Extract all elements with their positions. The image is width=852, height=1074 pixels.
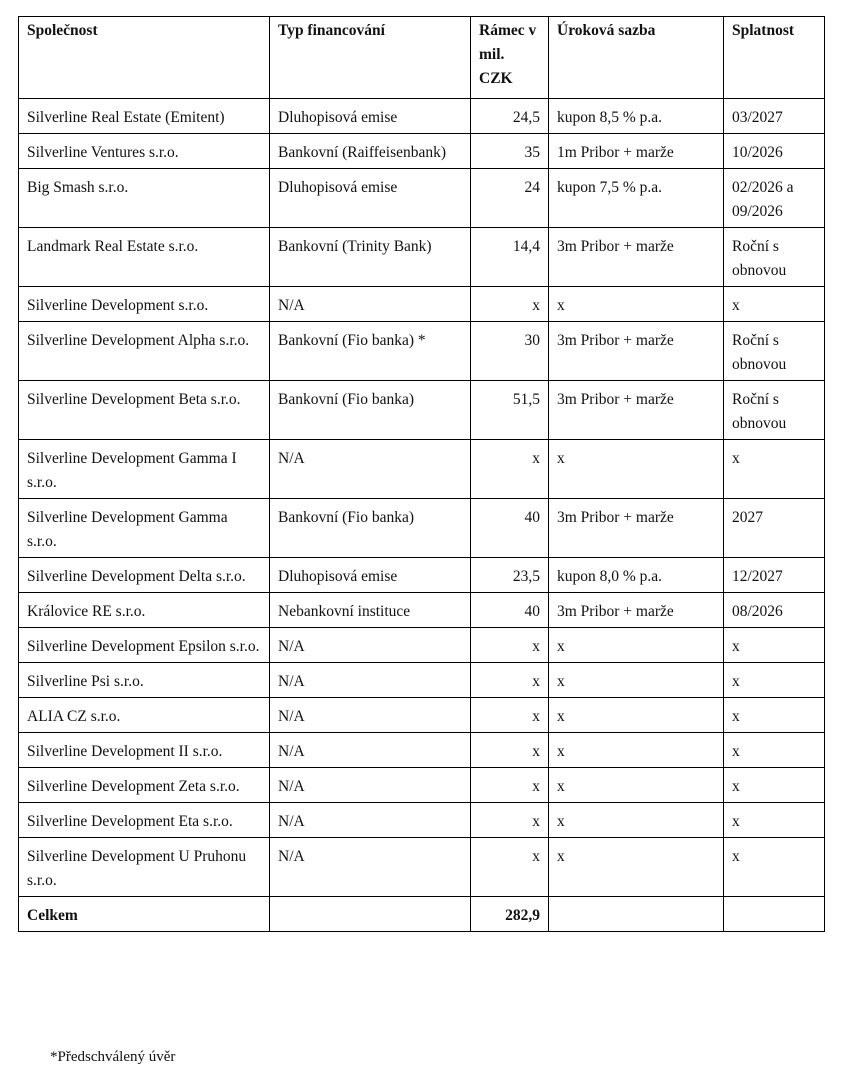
cell-company: Silverline Development Delta s.r.o. [19,558,270,593]
table-row [19,499,825,558]
total-row [19,897,825,932]
cell-amount: x [471,768,549,803]
cell-maturity: x [724,733,825,768]
cell-type: N/A [270,698,471,733]
footnote: *Předschválený úvěr [50,1049,176,1065]
cell-rate: x [549,440,724,499]
cell-company: Silverline Development U Pruhonu s.r.o. [19,838,270,897]
financing-table [18,16,825,932]
header-type: Typ financování [270,17,471,99]
cell-type: Bankovní (Fio banka) * [270,322,471,381]
cell-maturity: Roční s obnovou [724,228,825,287]
cell-company: Královice RE s.r.o. [19,593,270,628]
total-type-empty [270,897,471,932]
cell-type: N/A [270,733,471,768]
cell-type: Dluhopisová emise [270,169,471,228]
table-row [19,663,825,698]
table-body [19,99,825,897]
cell-company: Silverline Development Zeta s.r.o. [19,768,270,803]
cell-rate: kupon 8,0 % p.a. [549,558,724,593]
header-rate: Úroková sazba [549,17,724,99]
cell-amount: x [471,803,549,838]
table-row [19,322,825,381]
cell-amount: x [471,733,549,768]
cell-maturity: x [724,838,825,897]
cell-rate: 3m Pribor + marže [549,381,724,440]
cell-type: Nebankovní instituce [270,593,471,628]
table-row [19,99,825,134]
cell-amount: 30 [471,322,549,381]
cell-rate: 3m Pribor + marže [549,322,724,381]
cell-company: Silverline Development Alpha s.r.o. [19,322,270,381]
total-amount: 282,9 [471,897,549,932]
total-rate-empty [549,897,724,932]
table-row [19,803,825,838]
table-row [19,593,825,628]
cell-rate: x [549,628,724,663]
cell-maturity: 08/2026 [724,593,825,628]
cell-amount: 51,5 [471,381,549,440]
table-row [19,134,825,169]
table-row [19,228,825,287]
cell-maturity: x [724,768,825,803]
cell-maturity: x [724,803,825,838]
cell-type: Bankovní (Trinity Bank) [270,228,471,287]
cell-amount: x [471,663,549,698]
cell-type: N/A [270,768,471,803]
table-row [19,628,825,663]
cell-company: Silverline Development II s.r.o. [19,733,270,768]
header-maturity: Splatnost [724,17,825,99]
cell-rate: x [549,663,724,698]
cell-maturity: 10/2026 [724,134,825,169]
cell-company: Silverline Real Estate (Emitent) [19,99,270,134]
cell-type: Bankovní (Raiffeisenbank) [270,134,471,169]
cell-type: Bankovní (Fio banka) [270,499,471,558]
cell-rate: 3m Pribor + marže [549,593,724,628]
cell-rate: 3m Pribor + marže [549,499,724,558]
cell-company: Big Smash s.r.o. [19,169,270,228]
cell-type: N/A [270,287,471,322]
cell-amount: 24 [471,169,549,228]
cell-maturity: 2027 [724,499,825,558]
cell-maturity: 03/2027 [724,99,825,134]
cell-rate: x [549,698,724,733]
table-row [19,838,825,897]
cell-maturity: x [724,628,825,663]
cell-rate: x [549,838,724,897]
table-row [19,381,825,440]
cell-maturity: 02/2026 a 09/2026 [724,169,825,228]
cell-amount: x [471,287,549,322]
cell-company: Silverline Psi s.r.o. [19,663,270,698]
cell-amount: x [471,838,549,897]
cell-maturity: 12/2027 [724,558,825,593]
table-header-row [19,17,825,99]
table-row [19,768,825,803]
cell-company: Silverline Development Gamma I s.r.o. [19,440,270,499]
header-company: Společnost [19,17,270,99]
cell-type: N/A [270,803,471,838]
table-row [19,558,825,593]
cell-amount: x [471,440,549,499]
cell-company: Silverline Development Epsilon s.r.o. [19,628,270,663]
cell-company: Silverline Development Gamma s.r.o. [19,499,270,558]
cell-rate: kupon 8,5 % p.a. [549,99,724,134]
cell-maturity: x [724,287,825,322]
cell-company: Silverline Development s.r.o. [19,287,270,322]
cell-amount: 24,5 [471,99,549,134]
table-row [19,287,825,322]
cell-rate: kupon 7,5 % p.a. [549,169,724,228]
cell-amount: 23,5 [471,558,549,593]
total-maturity-empty [724,897,825,932]
cell-company: Silverline Development Eta s.r.o. [19,803,270,838]
cell-type: Bankovní (Fio banka) [270,381,471,440]
cell-amount: 40 [471,593,549,628]
cell-maturity: x [724,663,825,698]
cell-type: N/A [270,663,471,698]
cell-type: Dluhopisová emise [270,558,471,593]
cell-company: Silverline Development Beta s.r.o. [19,381,270,440]
cell-company: Landmark Real Estate s.r.o. [19,228,270,287]
cell-type: Dluhopisová emise [270,99,471,134]
cell-rate: x [549,733,724,768]
cell-maturity: x [724,440,825,499]
cell-maturity: x [724,698,825,733]
cell-rate: x [549,287,724,322]
cell-company: Silverline Ventures s.r.o. [19,134,270,169]
cell-amount: x [471,698,549,733]
cell-rate: 3m Pribor + marže [549,228,724,287]
cell-rate: x [549,803,724,838]
table-row [19,440,825,499]
cell-amount: 14,4 [471,228,549,287]
cell-amount: 35 [471,134,549,169]
cell-type: N/A [270,838,471,897]
cell-maturity: Roční s obnovou [724,381,825,440]
header-amount: Rámec v mil. CZK [471,17,549,99]
cell-company: ALIA CZ s.r.o. [19,698,270,733]
table-row [19,733,825,768]
total-label: Celkem [19,897,270,932]
cell-type: N/A [270,628,471,663]
cell-rate: 1m Pribor + marže [549,134,724,169]
cell-rate: x [549,768,724,803]
cell-amount: x [471,628,549,663]
cell-amount: 40 [471,499,549,558]
cell-type: N/A [270,440,471,499]
cell-maturity: Roční s obnovou [724,322,825,381]
table-row [19,169,825,228]
table-row [19,698,825,733]
